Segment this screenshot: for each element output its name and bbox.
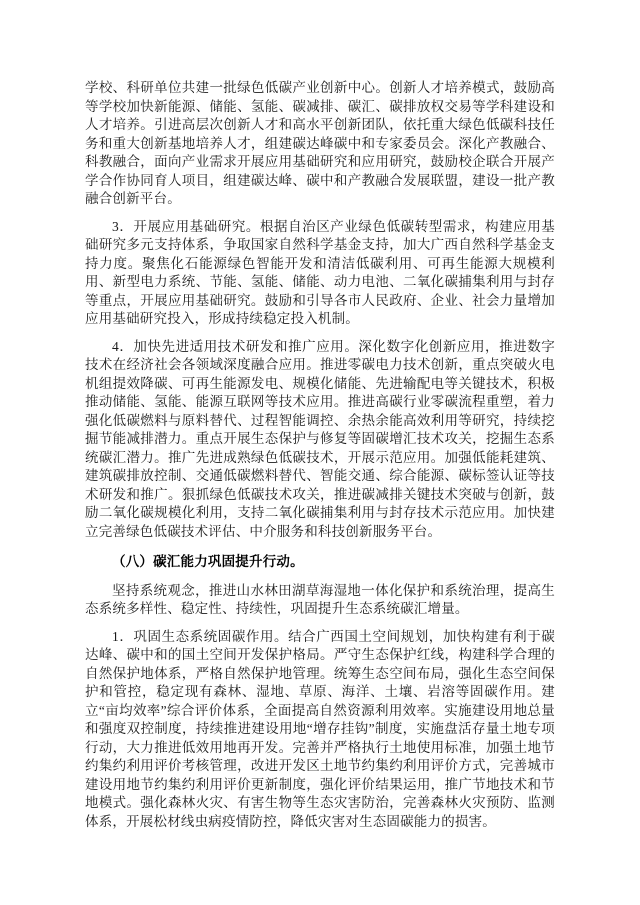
paragraph-item-4: 4．加快先进适用技术研发和推广应用。深化数字化创新应用，推进数字技术在经济社会各领域深度融合应用。推进零碳电力技术创新，重点突破火电机组提效降碳、可再生能源发电、规模化储能、先进输配电等关键技术，积极推动储能、氢能、能源互联网等技术应用。推进高碳行业零碳流程重塑，着力强化低碳燃料与原料替代、过程智能调控、余热余能高效利用等研究，持续挖掘节能减排潜力。重点开展生态保护与修复等固碳增汇技术攻关，挖掘生态系统碳汇潜力。推广先进成熟绿色低碳技术，开展示范应用。加强低能耗建筑、建筑碳排放控制、交通低碳燃料替代、智能交通、综合能源、碳标签认证等技术研发和推广。狠抓绿色低碳技术攻关，推进碳减排关键技术突破与创新，鼓励二氧化碳规模化利用，支持二氧化碳捕集利用与封存技术示范应用。加快建立完善绿色低碳技术评估、中介服务和科技创新服务平台。	[85, 338, 555, 539]
document-body	[85, 79, 555, 831]
paragraph-item-3: 3．开展应用基础研究。根据自治区产业绿色低碳转型需求，构建应用基础研究多元支持体系，争取国家自然科学基金支持，加大广西自然科学基金支持力度。聚焦化石能源绿色智能开发和清洁低碳利用、可再生能源大规模利用、新型电力系统、节能、氢能、储能、动力电池、二氧化碳捕集利用与封存等重点，开展应用基础研究。鼓励和引导各市人民政府、企业、社会力量增加应用基础研究投入，形成持续稳定投入机制。	[85, 218, 555, 326]
paragraph-item-1: 1．巩固生态系统固碳作用。结合广西国土空间规划，加快构建有利于碳达峰、碳中和的国土空间开发保护格局。严守生态保护红线，构建科学合理的自然保护地体系，严格自然保护地管理。统筹生态空间布局，强化生态空间保护和管控，稳定现有森林、湿地、草原、海洋、土壤、岩溶等固碳作用。建立“亩均效率”综合评价体系，全面提高自然资源利用效率。实施建设用地总量和强度双控制度，持续推进建设用地“增存挂钩”制度，实施盘活存量土地专项行动，大力推进低效用地再开发。完善并严格执行土地使用标准，加强土地节约集约利用评价考核管理，改进开发区土地节约集约利用评价方式，完善城市建设用地节约集约利用评价更新制度，强化评价结果运用，推广节地技术和节地模式。强化森林火灾、有害生物等生态灾害防治，完善森林火灾预防、监测体系，开展松材线虫病疫情防控，降低灾害对生态固碳能力的损害。	[85, 628, 555, 829]
paragraph-section-intro: 坚持系统观念，推进山水林田湖草海湿地一体化保护和系统治理，提高生态系统多样性、稳定性、持续性，巩固提升生态系统碳汇增量。	[85, 582, 555, 616]
section-heading-8: （八）碳汇能力巩固提升行动。	[112, 554, 304, 569]
paragraph-continuation: 学校、科研单位共建一批绿色低碳产业创新中心。创新人才培养模式，鼓励高等学校加快新能源、储能、氢能、碳减排、碳汇、碳排放权交易等学科建设和人才培养。引进高层次创新人才和高水平创新团队，依托重大绿色低碳科技任务和重大创新基地培养人才，组建碳达峰碳中和专家委员会。深化产教融合、科教融合，面向产业需求开展应用基础研究和应用研究，鼓励校企联合开展产学合作协同育人项目，组建碳达峰、碳中和产教融合发展联盟，建设一批产教融合创新平台。	[85, 80, 555, 206]
